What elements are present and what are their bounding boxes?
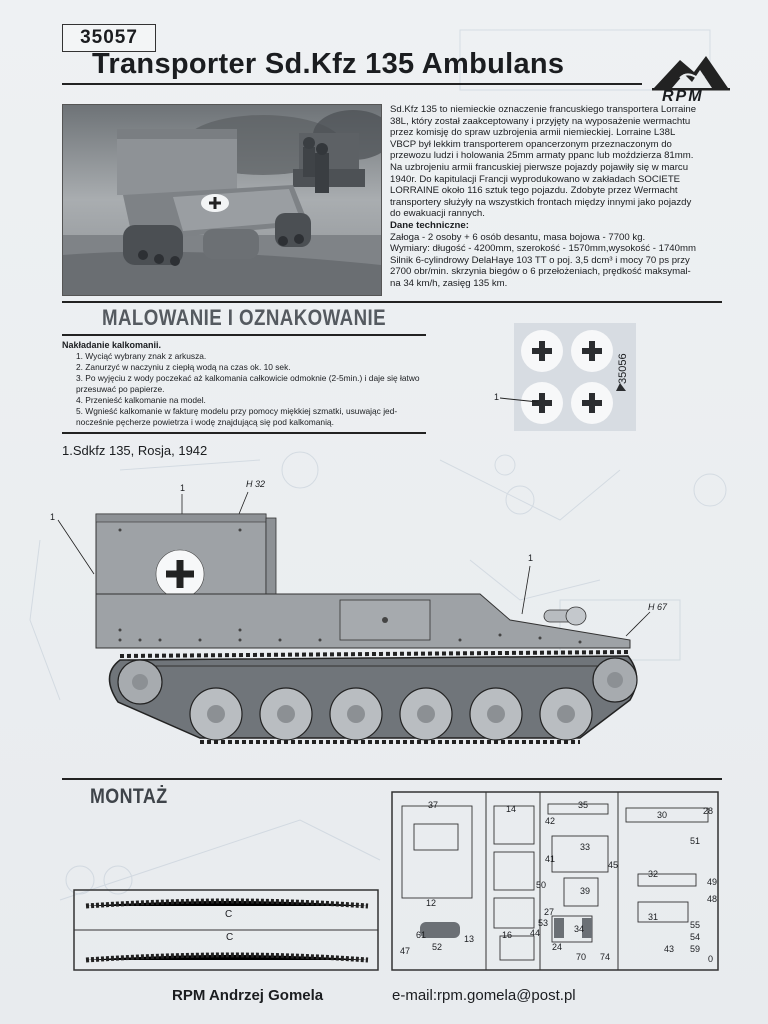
track-label: C [225,909,233,920]
description-line: VBCP był lekkim transporterem opancerzonym przeznaczonym do [390,138,672,150]
section-rule [62,301,722,303]
instruction-step: przesuwać po papierze. [76,384,165,394]
callout-top: 1 [180,483,186,493]
instruction-step: 5. Wgnieść kalkomanie w fakturę modelu przy pomocy miękkiej szmatki, usuwając jed- [76,406,398,416]
part-number: 33 [580,842,591,852]
tech-line: Załoga - 2 osoby + 6 osób desantu, masa bojowa - 7700 kg. [390,231,646,243]
part-number: 27 [544,907,555,917]
description-line: 1940r. Do kapitulacji Francji wyprodukowano w zakładach SOCIETE [390,173,681,185]
red-cross-decal-icon [521,330,613,424]
callout-body-color: H 32 [246,479,266,489]
part-number: 35 [578,800,589,810]
instructions-rule [62,432,426,434]
callout-front: 1 [528,553,534,563]
description-line: Sd.Kfz 135 to niemieckie oznaczenie francuskiego transportera Lorraine [390,104,697,115]
part-number: 30 [657,810,668,820]
instructions-heading: Nakładanie kalkomanii. [62,340,162,350]
header-rule [62,83,642,85]
description-line: LORRAINE około 116 sztuk tego pojazdu. Zdobyte przez Wermacht [390,185,678,197]
part-number: 12 [426,898,437,908]
decal-sheet-number: 35056 [617,353,629,384]
description-line: transportery służyły na wszystkich frontach między innymi jako pojazdy [390,196,692,208]
assembly-rule [62,778,722,780]
instruction-step: 4. Przenieść kalkomanie na model. [76,395,206,405]
instruction-step: 3. Po wyjęciu z wody poczekać aż kalkomania całkowicie odmoknie (2-5min.) i daje się łatwo [76,373,420,383]
part-number: 24 [552,942,563,952]
footer-email[interactable]: e-mail:rpm.gomela@post.pl [392,987,576,1004]
instruction-step: nocześnie pęcherze powietrza i wodę znajdującą się pod kalkomanią. [76,417,334,427]
part-number: 32 [648,869,659,879]
instruction-step: 2. Zanurzyć w naczyniu z ciepłą wodą na czas ok. 10 sek. [76,362,291,372]
tech-line: na 34 km/h, zasięg 135 km. [390,277,508,289]
decal-callout: 1 [494,392,500,402]
painting-title-rule [62,334,426,336]
part-number: 14 [506,804,517,814]
decal-leader-line [500,396,540,406]
part-number: 49 [707,877,718,887]
box-art-illustration [62,104,382,296]
tech-line: Wymiary: długość - 4200mm, szerokość - 1570mm,wysokość - 1740mm [390,243,696,255]
description-line: do ewakuacji rannych. [390,208,485,220]
part-number: 47 [400,946,411,956]
part-number: 31 [648,912,659,922]
part-number: 39 [580,886,591,896]
part-number: 52 [432,942,443,952]
part-number: 41 [545,854,556,864]
part-number: 74 [600,952,611,962]
part-number: 44 [530,928,541,938]
track-sprue [72,886,382,976]
vehicle-description [390,104,724,290]
logo-text: RPM [662,88,704,105]
description-line: przewozu ludzi i holowania 25mm armaty ppanc lub moździerza 81mm. [390,150,694,162]
model-number: 35057 [62,24,156,52]
part-number: 50 [536,880,547,890]
variant-label: 1.Sdkfz 135, Rosja, 1942 [62,443,208,458]
part-number: 48 [707,894,718,904]
description-line: 38L, który został zaakceptowany i przyjęty na wyposażenie wermachtu [390,115,691,127]
page-title: Transporter Sd.Kfz 135 Ambulans [92,48,565,80]
instruction-step: 1. Wyciąć wybrany znak z arkusza. [76,351,207,361]
part-number: 34 [574,924,585,934]
part-number: 70 [576,952,587,962]
part-number: 13 [464,934,475,944]
part-number: 59 [690,944,701,954]
part-number: 43 [664,944,675,954]
part-number: 51 [690,836,701,846]
assembly-section-title: MONTAŻ [90,785,168,808]
decal-instructions [62,340,432,428]
part-number: 54 [690,932,701,942]
part-number: 0 [708,954,714,964]
tech-line: 2700 obr/min. skrzynia biegów o 6 przełożeniach, prędkość maksymal- [390,266,691,278]
callout-left: 1 [50,512,56,522]
tech-line: Silnik 6-cylindrowy DelaHaye 103 TT o poj. 3,5 dcm³ i mocy 70 ps przy [390,254,690,266]
part-number: 37 [428,800,439,810]
painting-section-title: MALOWANIE I OZNAKOWANIE [102,305,387,330]
part-number: 45 [608,860,619,870]
tech-heading: Dane techniczne: [390,219,469,231]
footer-company: RPM Andrzej Gomela [172,987,324,1004]
description-line: przez komisję do spraw uzbrojenia armii niemieckiej. Lorraine L38L [390,127,676,139]
vehicle-side-view [40,470,680,770]
track-label: C [226,932,234,943]
part-number: 28 [703,806,714,816]
callout-running-color: H 67 [648,602,668,612]
part-number: 55 [690,920,701,930]
part-number: 42 [545,816,556,826]
part-number: 61 [416,930,427,940]
part-number: 16 [502,930,513,940]
description-line: Na uzbrojeniu armii francuskiej pierwsze pojazdy pojawiły się w marcu [390,161,689,173]
part-number: 53 [538,918,549,928]
